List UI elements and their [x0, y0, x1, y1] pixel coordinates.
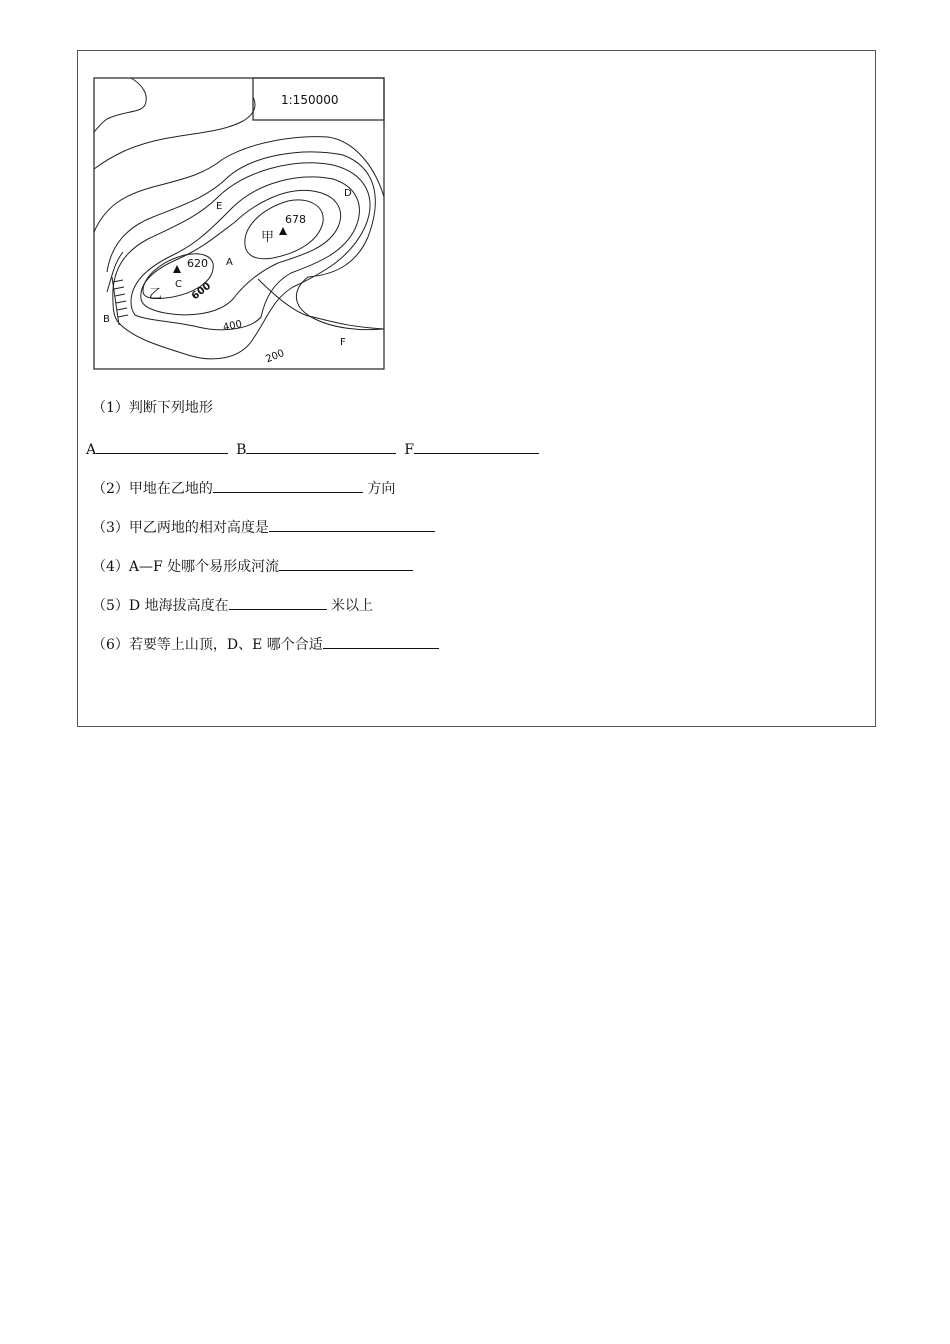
- answer-b-blank[interactable]: [246, 439, 396, 454]
- question-1: [92, 399, 213, 417]
- question-3: [92, 517, 435, 537]
- label-contour-200: 200: [264, 347, 287, 366]
- label-jia: 甲: [261, 230, 275, 245]
- label-D: D: [344, 188, 352, 199]
- question-1-answers: [86, 439, 539, 459]
- cliff-symbol: [112, 277, 128, 325]
- label-peak-yi: 620: [187, 257, 208, 270]
- label-F: F: [340, 337, 346, 348]
- scale-text: 1:150000: [281, 93, 339, 107]
- label-yi: 乙: [149, 287, 163, 302]
- answer-b-label: B: [236, 442, 247, 458]
- label-B: B: [103, 314, 110, 325]
- question-5-blank[interactable]: [229, 595, 327, 610]
- question-3-text: （3）甲乙两地的相对高度是: [92, 520, 269, 536]
- question-1-text: （1）判断下列地形: [92, 400, 213, 416]
- question-3-blank[interactable]: [269, 517, 435, 532]
- question-4: [92, 556, 413, 576]
- peak-yi-triangle: [173, 265, 181, 273]
- contour-400: [131, 177, 359, 330]
- contour-line: [107, 152, 384, 330]
- question-2-text: （2）甲地在乙地的: [92, 481, 213, 497]
- peak-jia-triangle: [279, 227, 287, 235]
- question-5-text: （5）D 地海拔高度在: [92, 598, 229, 614]
- contour-line: [94, 78, 146, 132]
- answer-a-blank[interactable]: [96, 439, 228, 454]
- label-E: E: [216, 201, 223, 212]
- question-2-suffix: 方向: [367, 481, 396, 497]
- label-contour-400: 400: [222, 318, 244, 334]
- question-4-text: （4）A—F 处哪个易形成河流: [92, 559, 280, 575]
- question-6: [92, 634, 439, 654]
- answer-f-label: F: [404, 442, 415, 458]
- question-6-blank[interactable]: [323, 634, 439, 649]
- label-C: C: [175, 279, 182, 290]
- question-4-blank[interactable]: [279, 556, 413, 571]
- label-contour-600: 600: [189, 280, 214, 303]
- label-peak-jia: 678: [285, 213, 306, 226]
- question-2: [92, 478, 395, 498]
- contour-600: [141, 190, 341, 314]
- question-5-suffix: 米以上: [331, 598, 374, 614]
- answer-f-blank[interactable]: [414, 439, 539, 454]
- question-2-blank[interactable]: [213, 478, 363, 493]
- label-A: A: [226, 257, 233, 268]
- question-6-text: （6）若要等上山顶，D、E 哪个合适: [92, 637, 323, 653]
- contour-map: [93, 77, 385, 370]
- contour-line: [107, 252, 123, 292]
- question-5: [92, 595, 373, 615]
- answer-a-label: A: [86, 442, 97, 458]
- contour-line: [94, 97, 255, 169]
